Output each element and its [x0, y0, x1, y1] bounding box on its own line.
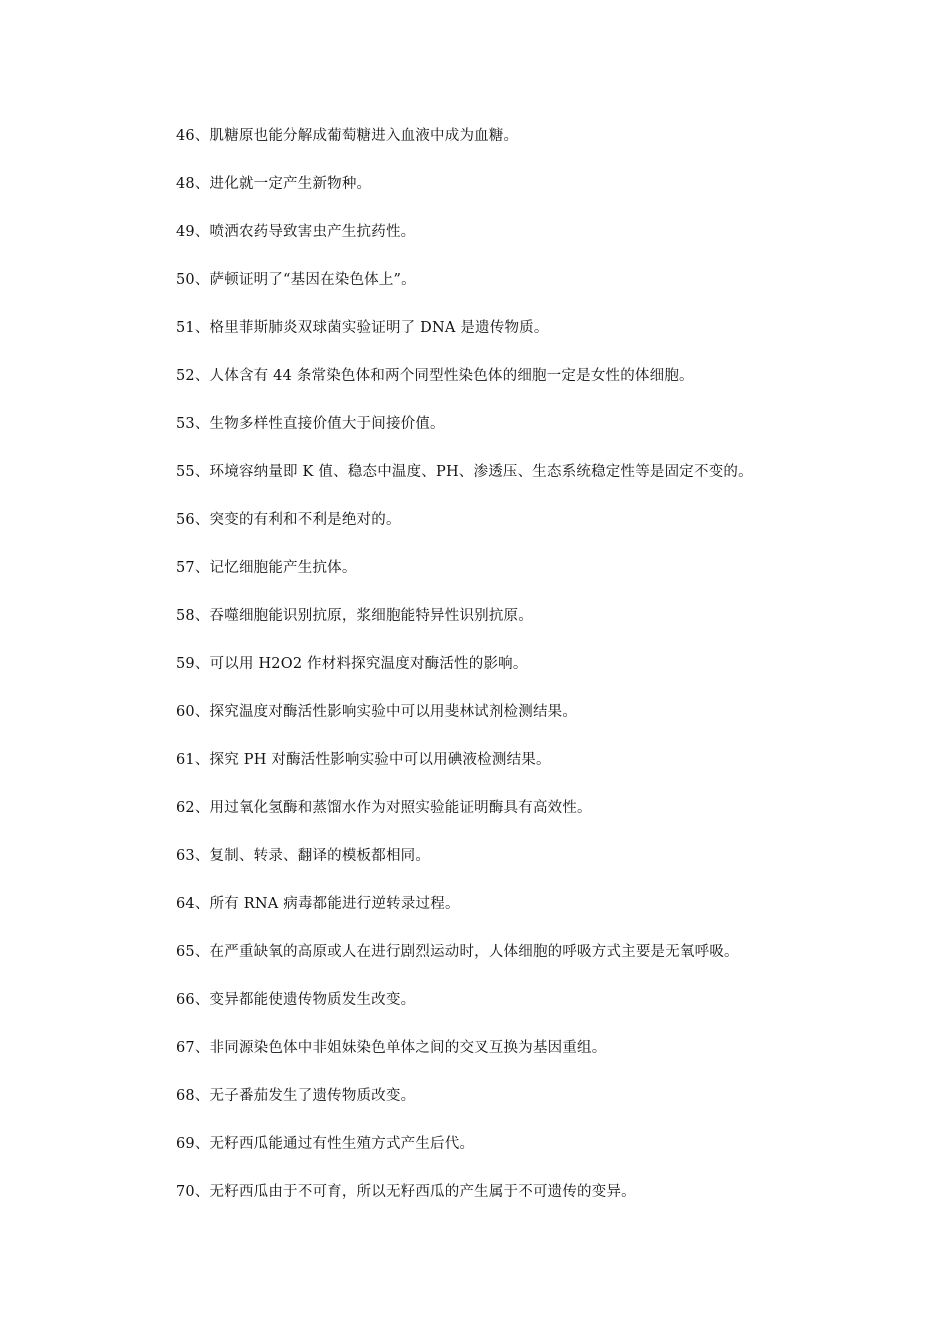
statement-list [176, 124, 896, 1228]
list-item: 59、可以用 H2O2 作材料探究温度对酶活性的影响。 [176, 656, 528, 672]
list-item: 58、吞噬细胞能识别抗原，浆细胞能特异性识别抗原。 [176, 608, 533, 624]
list-item: 48、进化就一定产生新物种。 [176, 176, 372, 192]
list-item: 61、探究 PH 对酶活性影响实验中可以用碘液检测结果。 [176, 752, 551, 768]
list-item: 50、萨顿证明了“基因在染色体上”。 [176, 272, 416, 288]
list-item: 62、用过氧化氢酶和蒸馏水作为对照实验能证明酶具有高效性。 [176, 800, 592, 816]
list-item: 69、无籽西瓜能通过有性生殖方式产生后代。 [176, 1136, 475, 1152]
list-item: 65、在严重缺氧的高原或人在进行剧烈运动时，人体细胞的呼吸方式主要是无氧呼吸。 [176, 944, 739, 960]
list-item: 55、环境容纳量即 K 值、稳态中温度、PH、渗透压、生态系统稳定性等是固定不变的。 [176, 464, 753, 480]
list-item: 68、无子番茄发生了遗传物质改变。 [176, 1088, 416, 1104]
list-item: 53、生物多样性直接价值大于间接价值。 [176, 416, 445, 432]
list-item: 51、格里菲斯肺炎双球菌实验证明了 DNA 是遗传物质。 [176, 320, 549, 336]
list-item: 57、记忆细胞能产生抗体。 [176, 560, 357, 576]
list-item: 63、复制、转录、翻译的模板都相同。 [176, 848, 431, 864]
list-item: 46、肌糖原也能分解成葡萄糖进入血液中成为血糖。 [176, 128, 519, 144]
list-item: 56、突变的有利和不利是绝对的。 [176, 512, 401, 528]
list-item: 64、所有 RNA 病毒都能进行逆转录过程。 [176, 896, 460, 912]
list-item: 66、变异都能使遗传物质发生改变。 [176, 992, 416, 1008]
list-item: 49、喷洒农药导致害虫产生抗药性。 [176, 224, 416, 240]
list-item: 60、探究温度对酶活性影响实验中可以用斐林试剂检测结果。 [176, 704, 578, 720]
list-item: 70、无籽西瓜由于不可育，所以无籽西瓜的产生属于不可遗传的变异。 [176, 1184, 636, 1200]
list-item: 52、人体含有 44 条常染色体和两个同型性染色体的细胞一定是女性的体细胞。 [176, 368, 694, 384]
list-item: 67、非同源染色体中非姐妹染色单体之间的交叉互换为基因重组。 [176, 1040, 607, 1056]
